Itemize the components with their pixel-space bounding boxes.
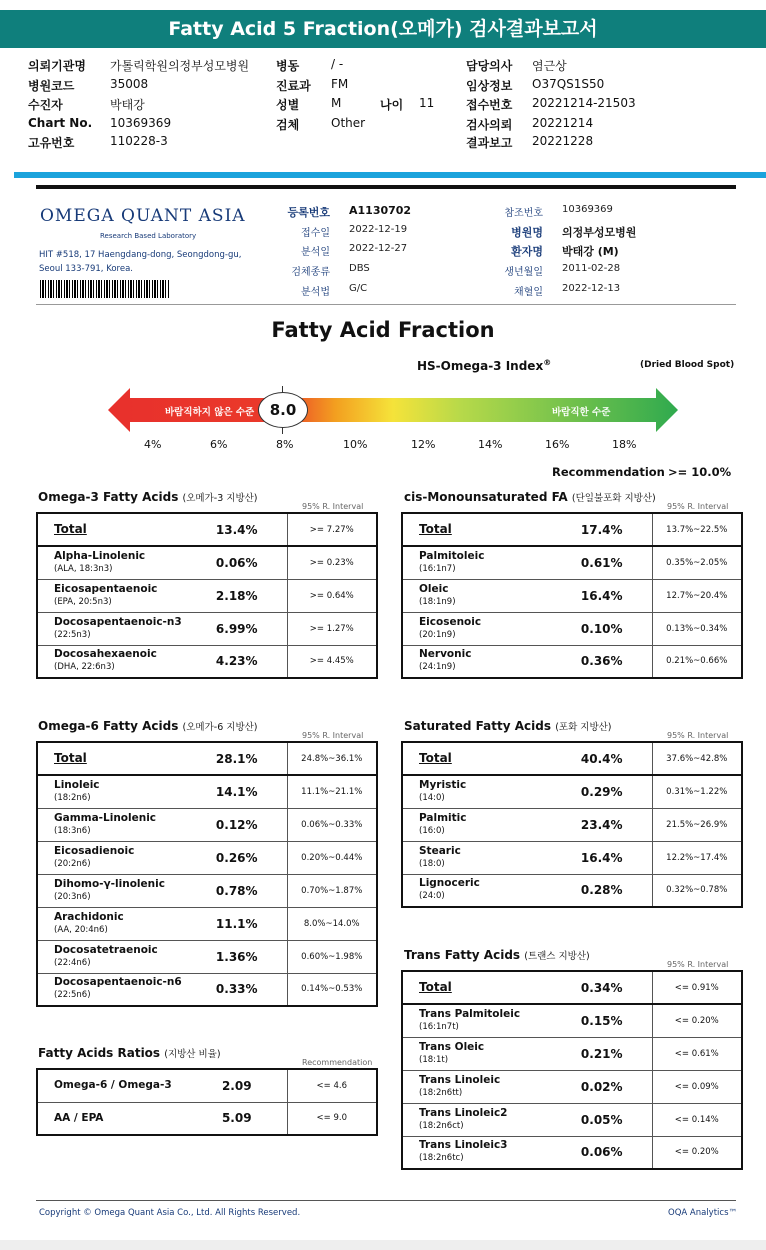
acid-value: 2.18% [187,579,287,612]
patient-field-label: 환자명 [511,245,543,258]
acid-value: 0.02% [552,1070,652,1103]
acid-name-text: Eicosenoic [419,615,482,628]
acid-name [37,940,187,973]
acid-name [37,808,187,841]
acid-notation: (18:1t) [419,1054,449,1065]
header-field-value: 110228-3 [110,134,168,148]
reference-interval-label: Recommendation [302,1058,373,1067]
acid-value: 0.29% [552,775,652,808]
table-row [37,874,377,907]
scale-tick-label: 8% [276,438,294,451]
acid-notation: (22:4n6) [54,957,91,968]
section-title: Saturated Fatty Acids (포화 지방산) [404,719,612,733]
header-field-label: 수진자 [28,98,63,112]
section-title: cis-Monounsaturated FA (단일불포화 지방산) [404,490,656,504]
table-row [402,546,742,579]
table-row [37,579,377,612]
acid-notation: (18:2n6) [54,792,91,803]
acid-value: 6.99% [187,612,287,645]
acid-value: 0.12% [187,808,287,841]
reference-range: >= 7.27% [287,513,377,546]
acid-notation: (16:0) [419,825,445,836]
reference-range: 13.7%~22.5% [652,513,742,546]
acid-value: 0.61% [552,546,652,579]
sample-type-note: (Dried Blood Spot) [640,360,735,370]
acid-name [402,513,552,546]
acid-name [402,546,552,579]
acid-name [37,907,187,940]
acid-value: 4.23% [215,654,258,669]
acid-name-text: Docosatetraenoic [54,943,158,956]
header-field-label: 결과보고 [466,136,513,150]
lab-logo: OMEGA QUANT ASIA [40,206,246,226]
acid-name-text: Trans Oleic [419,1040,485,1053]
reference-range: 0.21%~0.66% [652,645,742,678]
table-row [37,775,377,808]
recommendation-value: >= 10.0% [668,465,732,479]
reference-range: <= 0.20% [652,1004,742,1037]
section-title: Fatty Acids Ratios (지방산 비율) [38,1046,221,1060]
header-field-value: FM [331,77,349,91]
acid-name [37,513,187,546]
header-field-value: 가톨릭학원의정부성모병원 [110,59,250,73]
acid-value: 0.78% [187,874,287,907]
acid-notation: (DHA, 22:6n3) [54,662,115,673]
acid-value: 11.1% [187,907,287,940]
table-row [402,612,742,645]
reference-range: <= 0.09% [652,1070,742,1103]
acid-notation: (16:1n7) [419,563,456,574]
header-field-value: Other [331,116,366,130]
acid-value: 14.1% [187,775,287,808]
acid-notation: (24:0) [419,891,445,902]
acid-notation: (20:2n6) [54,858,91,869]
acid-name [37,874,187,907]
acid-name [402,971,552,1004]
patient-field-label: 참조번호 [504,208,543,219]
reference-range: 0.35%~2.05% [652,546,742,579]
acid-notation: (ALA, 18:3n3) [54,563,113,574]
header-field-value: 20221228 [532,134,594,148]
acid-name [37,579,187,612]
acid-name [37,973,187,1006]
reference-range: 0.70%~1.87% [287,874,377,907]
acid-name-text: Total [54,521,87,536]
acid-value: 0.21% [552,1037,652,1070]
acid-name [37,546,187,579]
fatty-acid-fraction-title: Fatty Acid Fraction [271,318,495,342]
acid-name-text: Dihomo-γ-linolenic [54,877,165,890]
acid-notation: (16:1n7t) [419,1021,459,1032]
patient-field-value: 2022-12-13 [562,283,621,294]
reference-interval-label: 95% R. Interval [302,502,364,511]
report-title-banner: Fatty Acid 5 Fraction(오메가) 검사결과보고서 [0,10,766,48]
header-field-value: 10369369 [110,116,172,130]
header-field-label: 성별 [276,98,300,112]
scale-tick-label: 18% [612,438,637,451]
footer-divider [36,1200,736,1201]
acid-name-text: Trans Linoleic [419,1073,501,1086]
acid-name-text: Trans Palmitoleic [419,1007,521,1020]
reference-range: 0.14%~0.53% [287,973,377,1006]
lab-field-value: 2022-12-19 [349,224,408,235]
reference-range: 0.31%~1.22% [652,775,742,808]
undesirable-range-label: 바람직하지 않은 수준 [165,407,255,418]
reference-range: >= 1.27% [287,612,377,645]
reference-interval-label: 95% R. Interval [667,502,729,511]
patient-field-label: 생년월일 [504,267,543,278]
section-title: Omega-6 Fatty Acids (오메가-6 지방산) [38,719,258,733]
reference-range: 8.0%~14.0% [287,907,377,940]
acid-name-text: Palmitic [419,811,467,824]
table-row [402,645,742,678]
acid-notation: (20:3n6) [54,891,91,902]
acid-notation: (24:1n9) [419,662,456,673]
acid-name-text: Docosapentaenoic-n3 [54,615,182,628]
acid-name-text: Total [419,750,452,765]
acid-name [37,1069,187,1102]
reference-range: 37.6%~42.8% [652,742,742,775]
section-title: Omega-3 Fatty Acids (오메가-3 지방산) [38,490,258,504]
table-row [402,1070,742,1103]
reference-range: >= 4.45% [287,645,377,678]
reference-range: >= 0.64% [287,579,377,612]
lab-address: HIT #518, 17 Haengdang-dong, Seongdong-gu, Seoul 133-791, Korea. [39,250,242,274]
header-field-label: 임상정보 [466,79,513,93]
scale-tick-label: 16% [545,438,570,451]
header-field-label: 병원코드 [28,79,75,93]
table-row [402,1136,742,1169]
table-row [402,874,742,907]
reference-range: <= 0.91% [652,971,742,1004]
acid-notation: (20:1n9) [419,629,456,640]
acid-name-text: Docosahexaenoic [54,648,157,661]
acid-value: 0.06% [187,546,287,579]
recommendation-label: Recommendation [552,465,665,479]
brand-mark: OQA Analytics™ [668,1208,737,1218]
header-field-label: 담당의사 [466,59,513,73]
header-field-value: / - [331,57,344,71]
acid-name [402,1004,552,1037]
acid-value: 0.34% [552,971,652,1004]
acid-name [402,1037,552,1070]
lab-field-label: 분석일 [301,247,330,258]
reference-range: <= 0.61% [652,1037,742,1070]
acid-value: 0.36% [580,654,623,669]
acid-name-text: Lignoceric [419,877,480,890]
reference-range: 12.7%~20.4% [652,579,742,612]
acid-name [402,579,552,612]
header-field-label: 의뢰기관명 [28,59,86,73]
acid-notation: (18:1n9) [419,596,456,607]
table-row [37,940,377,973]
acid-name [402,1070,552,1103]
acid-notation: (EPA, 20:5n3) [54,596,112,607]
header-field-label: 접수번호 [466,98,513,112]
fatty-acid-table [36,1068,378,1136]
header-field-label: Chart No. [28,116,93,130]
reference-range: 11.1%~21.1% [287,775,377,808]
acid-notation: (18:3n6) [54,825,91,836]
acid-name [37,841,187,874]
lab-field-label: 검체종류 [291,267,330,278]
patient-field-value: 2011-02-28 [562,263,621,274]
fatty-acid-table [401,741,743,908]
acid-value: 16.4% [552,579,652,612]
reference-interval-label: 95% R. Interval [302,731,364,740]
acid-value: 0.05% [552,1103,652,1136]
reference-range: 24.8%~36.1% [287,742,377,775]
table-row [37,973,377,1006]
reference-interval-label: 95% R. Interval [667,731,729,740]
acid-name-text: Palmitoleic [419,549,485,562]
acid-name-text: Trans Linoleic2 [419,1106,508,1119]
acid-value: 0.06% [580,1145,623,1160]
acid-value: 0.28% [580,883,623,898]
acid-name-text: Trans Linoleic3 [419,1139,508,1152]
desirable-range-label: 바람직한 수준 [552,407,611,418]
divider-black [36,185,736,189]
header-field-label: 검사의뢰 [466,118,513,132]
lab-field-value: G/C [349,283,368,294]
scale-tick-label: 14% [478,438,503,451]
acid-name-text: Nervonic [419,648,472,661]
header-field-label: 검체 [276,118,300,132]
header-field-value: 염근상 [532,59,567,73]
lab-field-label: 접수일 [301,228,330,239]
lab-logo-subtitle: Research Based Laboratory [100,232,197,240]
page-bottom-margin [0,1240,766,1250]
reference-range: 0.20%~0.44% [287,841,377,874]
acid-name [402,808,552,841]
table-row [37,1069,377,1102]
acid-name-text: Total [419,979,452,994]
index-value-marker: 8.0 [258,392,308,428]
acid-name-text: Alpha-Linolenic [54,549,146,562]
header-field-label: 진료과 [276,79,311,93]
hs-omega3-index-label: HS-Omega-3 Index® [417,358,552,373]
acid-name-text: Oleic [419,582,449,595]
header-field-value: M [331,96,342,110]
total-row [37,742,377,775]
acid-notation: (14:0) [419,792,445,803]
acid-name-text: Omega-6 / Omega-3 [54,1079,172,1092]
acid-value: 2.09 [187,1069,287,1102]
acid-name [37,775,187,808]
table-row [402,1037,742,1070]
lab-field-value: 2022-12-27 [349,243,408,254]
acid-notation: (AA, 20:4n6) [54,924,108,935]
table-row [37,1102,377,1135]
acid-name-text: Stearic [419,844,461,857]
divider-blue [14,172,766,178]
acid-name [402,841,552,874]
acid-name [37,645,187,678]
table-row [402,1103,742,1136]
fatty-acid-table [36,741,378,1007]
acid-name [402,775,552,808]
acid-name [402,612,552,645]
acid-value: 0.10% [552,612,652,645]
header-field-label: 나이 [380,98,404,112]
acid-notation: (18:2n6tt) [419,1087,463,1098]
header-field-value: O37QS1S50 [532,77,605,91]
acid-notation: (18:0) [419,858,445,869]
scale-tick-label: 12% [411,438,436,451]
acid-name [402,1103,552,1136]
table-row [402,579,742,612]
acid-value: 1.36% [187,940,287,973]
reference-range: 12.2%~17.4% [652,841,742,874]
header-field-label: 병동 [276,59,300,73]
scale-tick-label: 6% [210,438,228,451]
acid-name-text: Total [419,521,452,536]
fatty-acid-table [401,512,743,679]
acid-name-text: Total [54,750,87,765]
acid-notation: (18:2n6ct) [419,1120,464,1131]
acid-name-text: Linoleic [54,778,100,791]
acid-name-text: AA / EPA [54,1111,104,1124]
patient-field-label: 병원명 [511,226,543,239]
acid-name-text: Eicosapentaenoic [54,582,158,595]
patient-field-label: 채혈일 [514,287,543,298]
acid-name-text: Arachidonic [54,910,124,923]
header-field-value: 11 [419,96,435,110]
table-row [402,808,742,841]
patient-field-value: 10369369 [562,204,613,215]
patient-field-value: 박태강 (M) [562,245,619,258]
table-row [37,808,377,841]
total-row [402,971,742,1004]
acid-name-text: Gamma-Linolenic [54,811,157,824]
section-title: Trans Fatty Acids (트랜스 지방산) [404,948,590,962]
reference-range: <= 0.20% [652,1136,742,1169]
reference-range: <= 4.6 [287,1069,377,1102]
reference-range: >= 0.23% [287,546,377,579]
reference-range: <= 0.14% [652,1103,742,1136]
reference-range: 0.13%~0.34% [652,612,742,645]
table-row [402,1004,742,1037]
acid-name [402,742,552,775]
table-row [37,645,377,678]
header-field-label: 고유번호 [28,136,75,150]
total-row [402,742,742,775]
barcode-icon [40,280,170,298]
acid-name [402,645,552,678]
acid-notation: (22:5n3) [54,629,91,640]
acid-name [402,874,552,907]
scale-tick-label: 4% [144,438,162,451]
fatty-acid-table [36,512,378,679]
reference-interval-label: 95% R. Interval [667,960,729,969]
reference-range: 0.60%~1.98% [287,940,377,973]
acid-notation: (18:2n6tc) [419,1153,464,1164]
acid-name [37,1102,187,1135]
scale-tick-label: 10% [343,438,368,451]
acid-value: 16.4% [552,841,652,874]
acid-name [37,612,187,645]
lab-field-value: DBS [349,263,370,274]
copyright: Copyright © Omega Quant Asia Co., Ltd. All Rights Reserved. [39,1208,301,1218]
lab-field-label: 분석법 [301,287,330,298]
acid-value: 0.26% [187,841,287,874]
total-row [402,513,742,546]
table-row [37,841,377,874]
acid-value: 28.1% [187,742,287,775]
table-row [402,775,742,808]
reference-range: 0.06%~0.33% [287,808,377,841]
reference-range: <= 9.0 [287,1102,377,1135]
reference-range: 0.32%~0.78% [652,874,742,907]
acid-name-text: Myristic [419,778,467,791]
acid-notation: (22:5n6) [54,990,91,1001]
table-row [37,546,377,579]
header-field-value: 35008 [110,77,149,91]
fatty-acid-table [401,970,743,1170]
patient-field-value: 의정부성모병원 [562,226,637,239]
header-field-value: 20221214 [532,116,594,130]
header-field-value: 20221214-21503 [532,96,636,110]
acid-name [402,1136,552,1169]
acid-value: 13.4% [187,513,287,546]
acid-value: 0.15% [552,1004,652,1037]
lab-field-value: A1130702 [349,204,412,217]
table-row [37,907,377,940]
acid-name-text: Docosapentaenoic-n6 [54,976,182,989]
acid-value: 40.4% [552,742,652,775]
acid-name-text: Eicosadienoic [54,844,135,857]
table-row [402,841,742,874]
acid-value: 5.09 [221,1111,252,1126]
lab-field-label: 등록번호 [287,206,330,219]
total-row [37,513,377,546]
divider-thin [36,304,736,305]
acid-value: 0.33% [215,982,258,997]
reference-range: 21.5%~26.9% [652,808,742,841]
acid-value: 17.4% [552,513,652,546]
acid-name [37,742,187,775]
table-row [37,612,377,645]
header-field-value: 박태강 [110,98,145,112]
acid-value: 23.4% [552,808,652,841]
